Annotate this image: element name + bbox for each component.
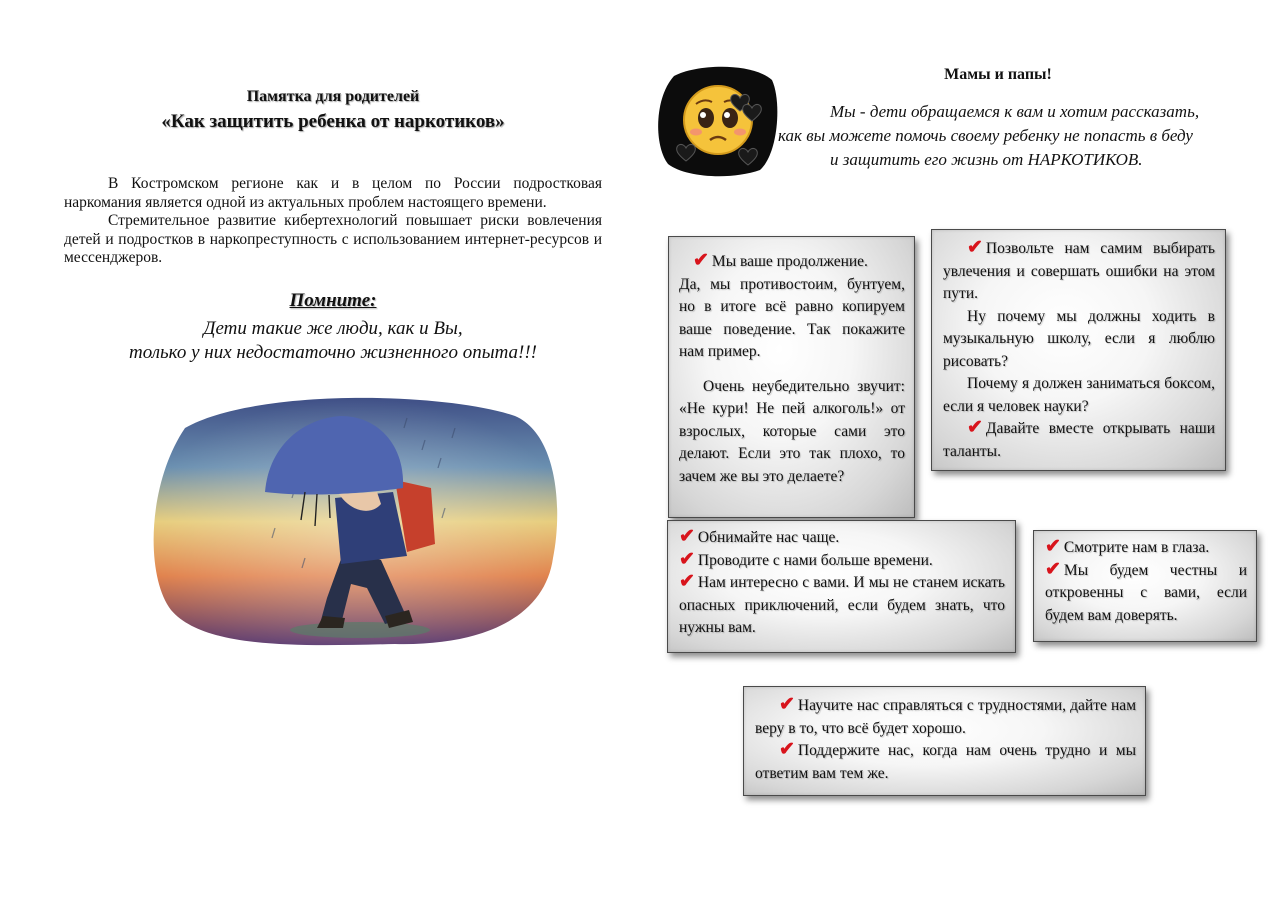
red-check-mark-icon: ✔ (779, 694, 795, 715)
pleading-face-emoji (656, 62, 780, 178)
memo-title-line1: Памятка для родителей (246, 88, 420, 105)
red-check-mark-icon: ✔ (679, 548, 695, 570)
red-check-mark-icon: ✔ (779, 739, 795, 760)
advice-item: Обнимайте нас чаще. (697, 529, 840, 546)
advice-paragraph: Очень неубедительно звучит: «Не кури! Не пей алкоголь!» от взрослых, которые сами это делают. Если это так плохо, то зачем же вы это делаете? (679, 377, 905, 485)
advice-item: Давайте вместе открывать наши таланты. (943, 420, 1215, 460)
advice-item: Смотрите нам в глаза. (1063, 539, 1210, 556)
remember-line-1: Дети такие же люди, как и Вы, (203, 318, 463, 339)
red-check-mark-icon: ✔ (679, 526, 695, 547)
appeal-line-1: Мы - дети обращаемся к вам и хотим рассказать, (830, 102, 1200, 121)
appeal-line-3: и защитить его жизнь от НАРКОТИКОВ. (830, 150, 1143, 169)
advice-item: Научите нас справляться с трудностями, дайте нам веру в то, что всё будет хорошо. (755, 697, 1136, 737)
advice-item: Мы ваше продолжение. (711, 253, 868, 270)
red-check-mark-icon: ✔ (967, 237, 983, 258)
advice-item: Поддержите нас, когда нам очень трудно и мы ответим вам тем же. (755, 742, 1136, 782)
red-check-mark-icon: ✔ (967, 417, 983, 438)
advice-item: Позвольте нам самим выбирать увлечения и совершать ошибки на этом пути. (943, 240, 1215, 302)
sad-child-in-rain-illustration (145, 388, 565, 650)
red-check-mark-icon: ✔ (1045, 558, 1061, 580)
advice-box-support (743, 686, 1146, 796)
appeal-line-2: как вы можете помочь своему ребенку не попасть в беду (778, 126, 1193, 145)
remember-line-2: только у них недостаточно жизненного опыта!!! (129, 342, 537, 363)
memo-title-line2: «Как защитить ребенка от наркотиков» (161, 111, 505, 132)
advice-box-continuation (668, 236, 915, 518)
red-check-mark-icon: ✔ (693, 250, 709, 271)
memo-title (60, 86, 606, 135)
advice-item: Проводите с нами больше времени. (697, 551, 933, 569)
advice-item: Мы будем честны и откровенны с вами, если будем вам доверять. (1045, 561, 1247, 624)
advice-box-attention (667, 520, 1016, 653)
advice-paragraph: Почему я должен заниматься боксом, если я человек науки? (943, 375, 1215, 415)
intro-text (64, 175, 602, 268)
advice-box-trust (1033, 530, 1257, 642)
advice-paragraph: Ну почему мы должны ходить в музыкальную школу, если я люблю рисовать? (943, 307, 1215, 370)
remember-heading: Помните: (289, 290, 377, 311)
intro-paragraph-1: В Костромском регионе как и в целом по России подростковая наркомания является одной из актуальных проблем настоящего времени. (64, 175, 602, 211)
advice-paragraph: Да, мы противостоим, бунтуем, но в итоге всё равно копируем ваше поведение. Так покажите нам пример. (679, 275, 905, 360)
red-check-mark-icon: ✔ (679, 571, 695, 592)
red-check-mark-icon: ✔ (1045, 536, 1061, 557)
advice-item: Нам интересно с вами. И мы не станем искать опасных приключений, если будем знать, что нужны вам. (679, 574, 1005, 636)
intro-paragraph-2: Стремительное развитие кибертехнологий повышает риски вовлечения детей и подростков в наркопреступность с использованием интернет-ресурсов и мессенджеров. (64, 212, 602, 266)
remember-text (60, 317, 606, 365)
parents-title: Мамы и папы! (944, 66, 1052, 83)
advice-box-choices (931, 229, 1226, 471)
